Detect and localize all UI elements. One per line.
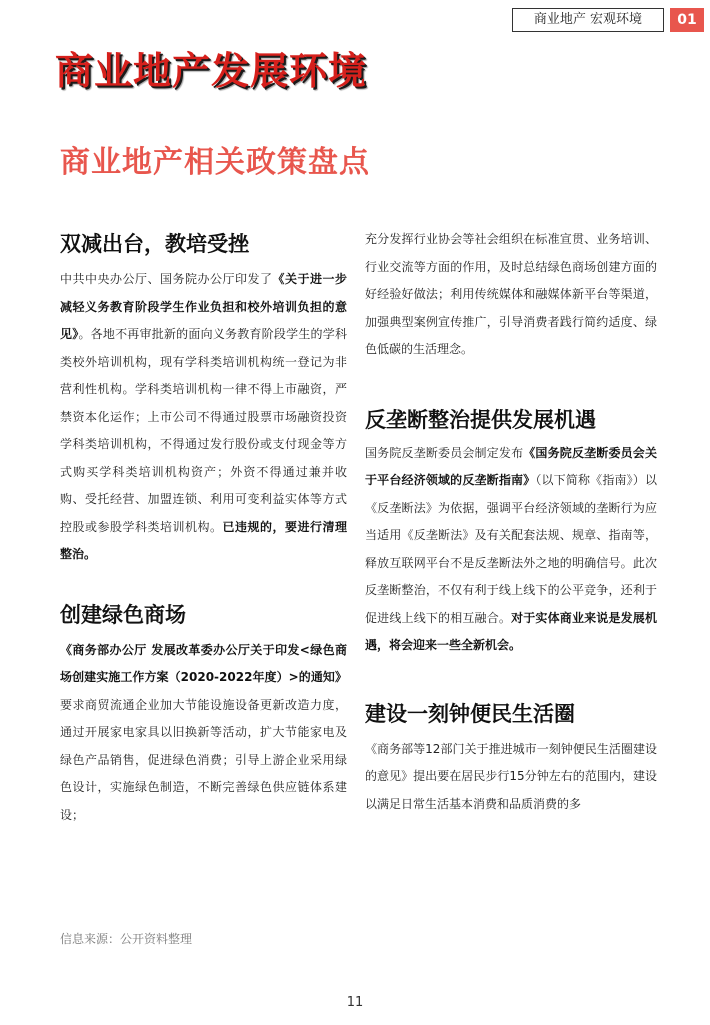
policy-document-title: 《关于进一步减轻义务教育阶段学生作业负担和校外培训负担的意见》	[60, 272, 347, 341]
text-run: 国务院反垄断委员会制定发布	[365, 445, 524, 460]
sub-title: 商业地产相关政策盘点	[60, 145, 370, 180]
section-paragraph	[60, 637, 347, 830]
page-title: 商业地产发展环境	[55, 49, 368, 93]
emphasis-text: 对于实体商业来说是发展机遇，将会迎来一些全新机会。	[365, 610, 657, 652]
section-heading-green-mall: 创建绿色商场	[60, 602, 186, 627]
section-heading-convenience-circle: 建设一刻钟便民生活圈	[365, 701, 575, 726]
policy-document-title: 《商务部办公厅 发展改革委办公厅关于印发<绿色商场创建实施工作方案（2020-2022年度）>的通知》	[60, 642, 347, 684]
text-run: （以下简称《指南》）以《反垄断法》为依据，强调平台经济领域的垄断行为应当适用《反垄断法》及有关配套法规、规章、指南等，释放互联网平台不是反垄断法外之地的明确信号。此次反垄断整治，不仅有利于线上线下的公平竞争，还利于促进线上线下的相互融合。	[365, 473, 657, 625]
left-column	[60, 228, 347, 829]
emphasis-text: 已违规的，要进行清理整治。	[60, 519, 347, 561]
section-paragraph-continued: 充分发挥行业协会等社会组织在标准宣贯、业务培训、行业交流等方面的作用，及时总结绿色商场创建方面的好经验好做法；利用传统媒体和融媒体新平台等渠道，加强典型案例宣传推广，引导消费者践行简约适度、绿色低碳的生活理念。	[365, 232, 657, 356]
chapter-number: 01	[670, 8, 704, 32]
section-paragraph	[365, 440, 657, 660]
text-run: 要求商贸流通企业加大节能设施设备更新改造力度，通过开展家电家具以旧换新等活动，扩大节能家电及绿色产品销售，促进绿色消费；引导上游企业采用绿色设计，实施绿色制造，不断完善绿色供应链体系建设；	[60, 697, 347, 822]
source-note: 信息来源：公开资料整理	[60, 932, 193, 946]
section-label: 商业地产 宏观环境	[512, 8, 664, 32]
policy-document-title: 《国务院反垄断委员会关于平台经济领域的反垄断指南》	[365, 445, 657, 487]
section-paragraph	[60, 266, 347, 569]
section-heading-antitrust: 反垄断整治提供发展机遇	[365, 407, 596, 432]
text-run: 中共中央办公厅、国务院办公厅印发了	[60, 272, 273, 286]
section-paragraph: 《商务部等12部门关于推进城市一刻钟便民生活圈建设的意见》提出要在居民步行15分钟左右的范围内，建设以满足日常生活基本消费和品质消费的多	[365, 741, 657, 811]
page-number: 11	[346, 995, 364, 1010]
section-heading-double-reduction: 双减出台，教培受挫	[60, 232, 249, 256]
text-run: 。各地不再审批新的面向义务教育阶段学生的学科类校外培训机构，现有学科类培训机构统一登记为非营利性机构。学科类培训机构一律不得上市融资，严禁资本化运作；上市公司不得通过股票市场融资投资学科类培训机构，不得通过发行股份或支付现金等方式购买学科类培训机构资产；外资不得通过兼并收购、受托经营、加盟连锁、利用可变利益实体等方式控股或参股学科类培训机构。	[60, 327, 347, 534]
right-column	[365, 226, 657, 818]
